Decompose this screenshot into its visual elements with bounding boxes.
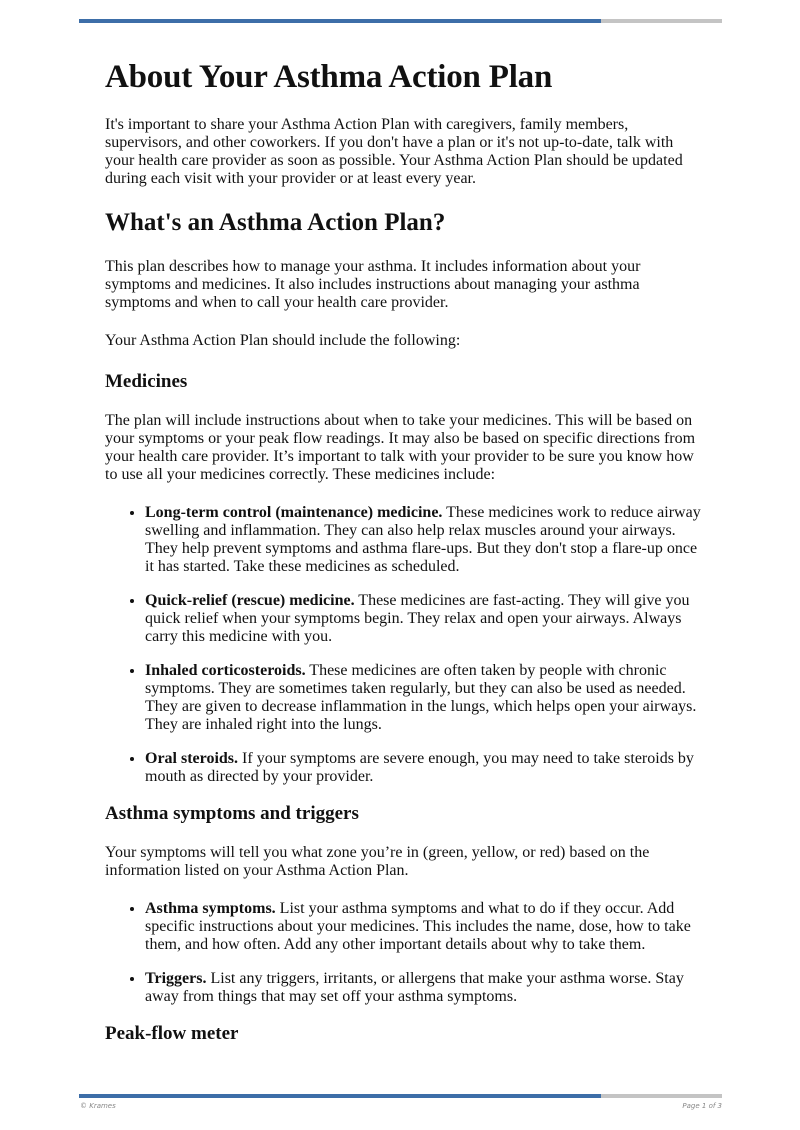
footer-copyright: © Krames <box>80 1102 116 1110</box>
list-item-term: Inhaled corticosteroids. <box>145 662 306 679</box>
medicines-list <box>105 504 705 786</box>
symptoms-list <box>105 900 705 1006</box>
footer-rule <box>79 1094 722 1098</box>
list-item-term: Quick-relief (rescue) medicine. <box>145 592 355 609</box>
document-content <box>105 58 705 1064</box>
header-rule <box>79 19 722 23</box>
footer-rule-blue <box>79 1094 601 1098</box>
header-rule-grey <box>601 19 722 23</box>
list-item-term: Triggers. <box>145 970 207 987</box>
symptoms-intro: Your symptoms will tell you what zone you’re in (green, yellow, or red) based on the information listed on your Asthma Action Plan. <box>105 844 650 879</box>
list-item-text: List your asthma symptoms and what to do if they occur. Add specific instructions about your medicines. This includes the name, dose, how to take them, and how often. Add any other important details about why to take them. <box>145 900 691 953</box>
intro-paragraph: It's important to share your Asthma Action Plan with caregivers, family members, supervisors, and other coworkers. If you don't have a plan or it's not up-to-date, talk with your health care provider as soon as possible. Your Asthma Action Plan should be updated during each visit with your provider or at least every year. <box>105 116 683 187</box>
list-item-term: Asthma symptoms. <box>145 900 276 917</box>
footer-page-number: Page 1 of 3 <box>682 1102 722 1110</box>
list-item-text: List any triggers, irritants, or allergens that make your asthma worse. Stay away from things that may set off your asthma symptoms. <box>145 970 684 1005</box>
list-item-text: These medicines are fast-acting. They will give you quick relief when your symptoms begin. They relax and open your airways. Always carry this medicine with you. <box>145 592 690 645</box>
list-item-text: These medicines work to reduce airway swelling and inflammation. They can also help relax muscles around your airways. They help prevent symptoms and asthma flare-ups. But they don't stop a flare-up once it has started. Take these medicines as scheduled. <box>145 504 701 575</box>
header-rule-blue <box>79 19 601 23</box>
subheading-medicines: Medicines <box>105 371 188 392</box>
list-item <box>145 750 705 786</box>
list-item-term: Oral steroids. <box>145 750 239 767</box>
footer-rule-grey <box>601 1094 722 1098</box>
list-item <box>145 970 705 1006</box>
list-item-text: These medicines are often taken by people with chronic symptoms. They are sometimes taken regularly, but they can also be used as needed. They are given to decrease inflammation in the lungs, which helps open your airways. They are inhaled right into the lungs. <box>145 662 697 733</box>
section-heading-whats: What's an Asthma Action Plan? <box>105 209 446 236</box>
list-item-term: Long-term control (maintenance) medicine. <box>145 504 443 521</box>
medicines-intro: The plan will include instructions about when to take your medicines. This will be based on your symptoms or your peak flow readings. It may also be based on specific directions from your health care provider. It’s important to talk with your provider to be sure you know how to use all your medicines correctly. These medicines include: <box>105 412 696 483</box>
list-item <box>145 592 705 646</box>
subheading-symptoms: Asthma symptoms and triggers <box>105 803 359 824</box>
page-title: About Your Asthma Action Plan <box>105 59 553 95</box>
list-item <box>145 900 705 954</box>
list-item <box>145 662 705 734</box>
subheading-peak-flow: Peak-flow meter <box>105 1023 239 1044</box>
list-item-text: If your symptoms are severe enough, you may need to take steroids by mouth as directed by your provider. <box>145 750 694 785</box>
whats-paragraph-2: Your Asthma Action Plan should include the following: <box>105 332 461 349</box>
whats-paragraph-1: This plan describes how to manage your asthma. It includes information about your symptoms and medicines. It also includes instructions about managing your asthma symptoms and when to call your health care provider. <box>105 258 641 311</box>
list-item <box>145 504 705 576</box>
